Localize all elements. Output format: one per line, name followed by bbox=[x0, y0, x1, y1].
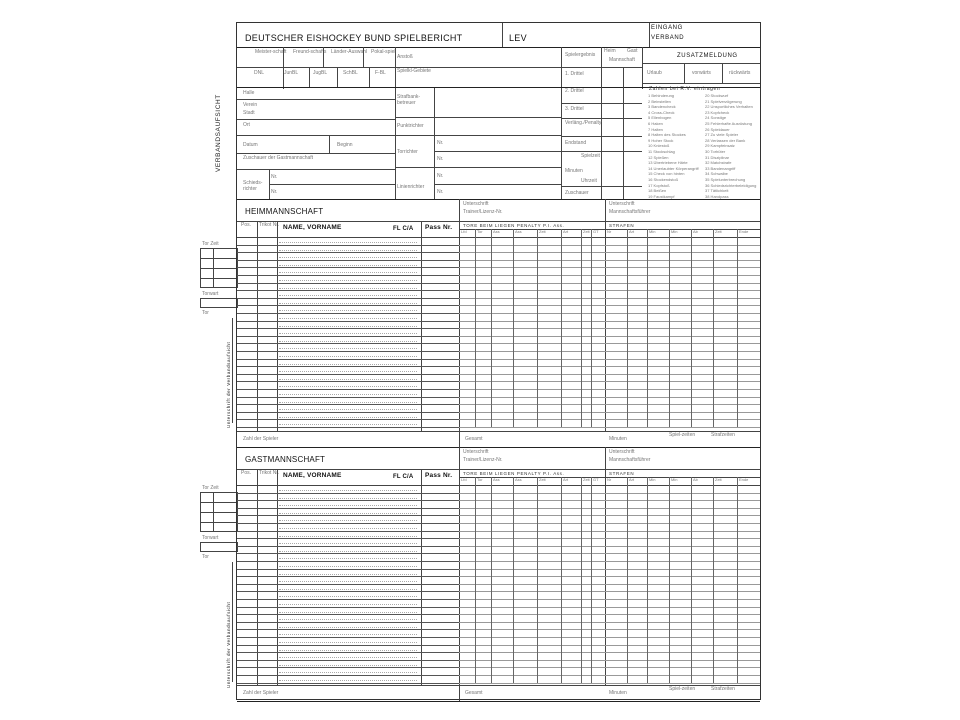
home-roster-row bbox=[237, 252, 459, 253]
code-right-item: 30 Torhüter bbox=[705, 149, 726, 154]
guest-roster-row bbox=[237, 546, 459, 547]
guest-side-vertical: Unterschrift der Verbandsaufsicht bbox=[226, 601, 231, 688]
guest-roster-row bbox=[237, 553, 459, 554]
home-roster-row bbox=[237, 374, 459, 375]
home-name-head: NAME, VORNAME bbox=[283, 224, 342, 231]
urlaub-label: Urlaub bbox=[647, 70, 662, 76]
spielergebnis-label: Spielergebnis bbox=[565, 52, 596, 58]
home-pos-head: Pos. bbox=[241, 222, 252, 228]
sr-nr2: Nr. bbox=[271, 189, 278, 195]
home-goals-col: Ass bbox=[515, 229, 522, 234]
guest-side-box2 bbox=[200, 542, 238, 552]
guest-strafzeiten-label: Strafzeiten bbox=[711, 686, 735, 692]
guest-spielzeiten-label: Spiel-zeiten bbox=[669, 686, 696, 692]
code-left-item: 3 Bandencheck bbox=[648, 104, 676, 110]
period-2-label: 2. Drittel bbox=[565, 88, 584, 94]
guest-roster-row bbox=[237, 508, 459, 509]
linienrichter-label: Linienrichter bbox=[397, 184, 425, 190]
home-roster-row bbox=[237, 298, 459, 299]
code-right-item: 36 Schiedsrichterbeleidigung bbox=[705, 182, 757, 188]
code-left-item: 10 Kniestoß bbox=[648, 143, 670, 149]
guest-roster-row bbox=[237, 569, 459, 570]
guest-side-tor: Tor bbox=[202, 554, 209, 560]
guest-name-head: NAME, VORNAME bbox=[283, 472, 342, 479]
code-left-item: 5 Ellenbogen bbox=[648, 115, 672, 121]
guest-flca-head: FL C/A bbox=[393, 474, 414, 480]
stadt-label: Stadt bbox=[243, 110, 255, 116]
code-right-item: 32 Matchstrafe bbox=[705, 160, 732, 166]
home-roster-row bbox=[237, 245, 459, 246]
guest-trainer: Trainer/Lizenz-Nr. bbox=[463, 457, 503, 463]
endstand-label: Endstand bbox=[565, 140, 587, 146]
home-unterschrift-1: Unterschrift bbox=[463, 201, 489, 207]
home-minuten-label: Minuten bbox=[609, 436, 627, 442]
guest-goals-col: Ass bbox=[515, 477, 522, 482]
guest-unterschrift-1: Unterschrift bbox=[463, 449, 489, 455]
code-right-item: 26 Spieldauer bbox=[705, 126, 730, 132]
home-roster-row bbox=[237, 419, 459, 420]
code-right-item: 29 Kampfeinsatz bbox=[705, 143, 735, 149]
home-zahl-label: Zahl der Spieler bbox=[243, 436, 279, 442]
code-left-item: 11 Stockschlag bbox=[648, 149, 675, 154]
code-left-item: 6 Haken bbox=[648, 121, 663, 126]
gast-label: Gast bbox=[627, 48, 638, 54]
home-goals-head: TORE BEIM LIEGEN PENALTY P.I. Ass. bbox=[463, 223, 565, 228]
home-roster-row bbox=[237, 267, 459, 268]
home-goals-col: GT bbox=[593, 229, 599, 234]
home-roster-row bbox=[237, 412, 459, 413]
guest-side-tor-zeit: Tor Zeit bbox=[202, 485, 219, 491]
code-right-item: 27 Zu viele Spieler bbox=[705, 132, 739, 138]
code-left-item: 8 Halten des Stockes bbox=[648, 132, 686, 138]
team-code: LEV bbox=[509, 33, 527, 43]
ruckwarts-label: rückwärts bbox=[729, 70, 751, 76]
home-roster-row bbox=[237, 336, 459, 337]
code-right-item: 31 Disziplinar bbox=[705, 154, 730, 160]
home-penalty-col: Zeit bbox=[715, 229, 722, 234]
code-left-item: 13 Übertriebene Härte bbox=[648, 160, 688, 166]
home-goals-col: Zeit bbox=[539, 229, 546, 234]
guest-roster-row bbox=[237, 645, 459, 646]
codes-title: Zahlen bei R.V. eintragen bbox=[649, 86, 721, 92]
home-roster-row bbox=[237, 260, 459, 261]
minuten-label: Minuten bbox=[565, 168, 583, 174]
guest-pass-head: Pass Nr. bbox=[425, 472, 453, 479]
home-roster-row bbox=[237, 404, 459, 405]
guest-roster-row bbox=[237, 500, 459, 501]
home-roster-row bbox=[237, 366, 459, 367]
torrichter-label: Torrichter bbox=[397, 149, 418, 155]
zuschauer-left-label: Zuschauer der Gastmannschaft bbox=[243, 155, 314, 161]
verbandsaufsicht-label: VERBANDSAUFSICHT bbox=[215, 94, 222, 172]
beginn-label: Beginn bbox=[337, 142, 353, 148]
code-right-item: 24 Sonstige bbox=[705, 115, 727, 121]
punktrichter-label: Punktrichter bbox=[397, 123, 424, 129]
code-right-item: 35 Spielunterbrechung bbox=[705, 177, 746, 182]
code-right-item: 37 Tätlichkeit bbox=[705, 188, 729, 194]
guest-roster-row bbox=[237, 591, 459, 592]
lr-nr1: Nr. bbox=[437, 173, 444, 179]
guest-roster-row bbox=[237, 599, 459, 600]
spielkl-label: Spielkl-Gebiete bbox=[397, 68, 431, 74]
code-right-item: 25 Fehlerhafte Ausrüstung bbox=[705, 121, 752, 126]
code-right-item: 22 Unsportliches Verhalten bbox=[705, 104, 753, 110]
guest-roster-row bbox=[237, 531, 459, 532]
zusatzmeldung-label: ZUSATZMELDUNG bbox=[677, 53, 738, 59]
guest-team-section bbox=[237, 447, 760, 701]
guest-roster-row bbox=[237, 629, 459, 630]
guest-penalty-col: Ab bbox=[693, 477, 698, 482]
code-right-item: 34 Schwalbe bbox=[705, 171, 728, 177]
strafbank-label: Strafbank-betreuer bbox=[397, 94, 421, 106]
home-side-tor: Tor bbox=[202, 310, 209, 316]
home-roster-row bbox=[237, 283, 459, 284]
guest-goals-col: Ass bbox=[493, 477, 500, 482]
guest-roster-row bbox=[237, 667, 459, 668]
home-roster-row bbox=[237, 328, 459, 329]
home-penalty-col: Min bbox=[649, 229, 656, 234]
home-penalty-col: Ab bbox=[693, 229, 698, 234]
guest-roster-row bbox=[237, 493, 459, 494]
home-side-torwart: Torwart bbox=[202, 291, 219, 297]
zuschauer-label: Zuschauer bbox=[565, 190, 589, 196]
guest-penalty-col: Min bbox=[671, 477, 678, 482]
type-jugbl: JugBL bbox=[313, 70, 328, 76]
guest-pos-head: Pos. bbox=[241, 470, 252, 476]
guest-penalty-col: Nr bbox=[607, 477, 612, 482]
guest-gesamt-label: Gesamt bbox=[465, 690, 483, 696]
guest-penalty-col: Art bbox=[629, 477, 635, 482]
anstoss-label: Anstoß bbox=[397, 54, 413, 60]
code-right-item: 28 Verlassen der Bank bbox=[705, 137, 746, 143]
guest-roster-row bbox=[237, 576, 459, 577]
home-penalty-col: Art bbox=[629, 229, 635, 234]
guest-goals-col: Zeit bbox=[539, 477, 546, 482]
guest-trikot-head: Trikot Nr. bbox=[259, 470, 280, 476]
verband-label: VERBAND bbox=[651, 35, 685, 41]
spielbericht-form bbox=[236, 22, 761, 700]
guest-roster-row bbox=[237, 675, 459, 676]
guest-roster-row bbox=[237, 622, 459, 623]
home-side-box2 bbox=[200, 298, 238, 308]
guest-roster-row bbox=[237, 607, 459, 608]
form-title: DEUTSCHER EISHOCKEY BUND SPIELBERICHT bbox=[245, 33, 463, 43]
home-pass-head: Pass Nr. bbox=[425, 224, 453, 231]
home-strafzeiten-label: Strafzeiten bbox=[711, 432, 735, 438]
code-right-item: 33 Bandenangriff bbox=[705, 165, 736, 171]
halle-label: Halle bbox=[243, 90, 255, 96]
home-goals-col: Lfd bbox=[461, 229, 467, 234]
guest-minuten-label: Minuten bbox=[609, 690, 627, 696]
verein-label: Verein bbox=[243, 102, 258, 108]
home-goals-col: Tor bbox=[477, 229, 483, 234]
code-left-item: 7 Halten bbox=[648, 126, 663, 132]
home-goals-col: Art bbox=[563, 229, 569, 234]
guest-goals-col: Lfd bbox=[461, 477, 467, 482]
code-left-item: 9 Hoher Stock bbox=[648, 137, 674, 143]
home-mf: Mannschaftsführer bbox=[609, 209, 651, 215]
guest-roster-row bbox=[237, 652, 459, 653]
guest-roster-row bbox=[237, 561, 459, 562]
type-schbl: SchBL bbox=[343, 70, 358, 76]
guest-roster-row bbox=[237, 515, 459, 516]
home-roster-row bbox=[237, 321, 459, 322]
home-roster-row bbox=[237, 397, 459, 398]
guest-roster-row bbox=[237, 660, 459, 661]
type-dnl: DNL bbox=[254, 70, 265, 76]
home-flca-head: FL C/A bbox=[393, 226, 414, 232]
home-gesamt-label: Gesamt bbox=[465, 436, 483, 442]
tr-nr1: Nr. bbox=[437, 140, 444, 146]
guest-zahl-label: Zahl der Spieler bbox=[243, 690, 279, 696]
eingang-label: EINGANG bbox=[651, 25, 683, 31]
home-roster-row bbox=[237, 305, 459, 306]
vorwarts-label: vorwärts bbox=[692, 70, 711, 76]
type-laender: Länder-Auswahl bbox=[331, 49, 368, 55]
code-left-item: 17 Kopfstoß bbox=[648, 182, 670, 188]
period-1-label: 1. Drittel bbox=[565, 71, 584, 77]
type-junbl: JunBL bbox=[284, 70, 299, 76]
mannschaft-label: Mannschaft bbox=[609, 57, 635, 63]
uhrzeit-label: Uhrzeit bbox=[581, 178, 597, 184]
type-freundschaft: Freund-schafts bbox=[293, 49, 327, 55]
spielzeit-label: Spielzeit bbox=[581, 153, 600, 159]
home-goals-col: Ass bbox=[493, 229, 500, 234]
home-side-vertical: Unterschrift der Verbandsaufsicht bbox=[226, 341, 231, 428]
guest-penalty-col: Ende bbox=[739, 477, 749, 482]
guest-roster-row bbox=[237, 637, 459, 638]
code-left-item: 18 Beißen bbox=[648, 188, 667, 194]
code-left-item: 16 Stockendstoß bbox=[648, 177, 679, 182]
code-left-item: 2 Beinstellen bbox=[648, 98, 671, 104]
code-left-item: 1 Behinderung bbox=[648, 93, 675, 98]
home-roster-row bbox=[237, 313, 459, 314]
home-penalty-head: STRAFEN bbox=[609, 223, 635, 228]
guest-title: GASTMANNSCHAFT bbox=[245, 455, 326, 464]
datum-label: Datum bbox=[243, 142, 258, 148]
ort-label: Ort bbox=[243, 122, 250, 128]
guest-mf: Mannschaftsführer bbox=[609, 457, 651, 463]
home-roster-row bbox=[237, 359, 459, 360]
home-trikot-head: Trikot Nr. bbox=[259, 222, 280, 228]
code-right-item: 20 Stockwurf bbox=[705, 93, 729, 98]
guest-penalty-col: Zeit bbox=[715, 477, 722, 482]
guest-goals-head: TORE BEIM LIEGEN PENALTY P.I. Ass. bbox=[463, 471, 565, 476]
guest-roster-row bbox=[237, 614, 459, 615]
guest-goals-col: Zeit bbox=[583, 477, 590, 482]
verlaengerung-label: Verläng./Penalty bbox=[565, 120, 602, 126]
sr-nr1: Nr. bbox=[271, 174, 278, 180]
home-roster-row bbox=[237, 351, 459, 352]
period-3-label: 3. Drittel bbox=[565, 106, 584, 112]
home-goals-col: Zeit bbox=[583, 229, 590, 234]
lr-nr2: Nr. bbox=[437, 189, 444, 195]
guest-roster-row bbox=[237, 523, 459, 524]
guest-goals-col: GT bbox=[593, 477, 599, 482]
type-fbl: F-BL bbox=[375, 70, 386, 76]
tr-nr2: Nr. bbox=[437, 156, 444, 162]
guest-penalty-head: STRAFEN bbox=[609, 471, 635, 476]
guest-roster-row bbox=[237, 538, 459, 539]
code-left-item: 14 Unerlaubter Körperangriff bbox=[648, 165, 699, 171]
home-penalty-col: Min bbox=[671, 229, 678, 234]
home-unterschrift-2: Unterschrift bbox=[609, 201, 635, 207]
guest-goals-col: Art bbox=[563, 477, 569, 482]
home-roster-row bbox=[237, 343, 459, 344]
home-penalty-col: Ende bbox=[739, 229, 749, 234]
type-meisterschaft: Meister-schaft bbox=[255, 49, 287, 55]
code-right-item: 23 Kopfcheck bbox=[705, 109, 730, 115]
home-roster-row bbox=[237, 389, 459, 390]
home-title: HEIMMANNSCHAFT bbox=[245, 207, 324, 216]
code-left-item: 4 Cross-Check bbox=[648, 109, 675, 115]
home-roster-row bbox=[237, 290, 459, 291]
home-penalty-col: Nr bbox=[607, 229, 612, 234]
code-right-item: 21 Spielverzögerung bbox=[705, 98, 742, 104]
type-pokal: Pokal-spiel bbox=[371, 49, 396, 55]
guest-goals-col: Tor bbox=[477, 477, 483, 482]
guest-penalty-col: Min bbox=[649, 477, 656, 482]
home-roster-row bbox=[237, 381, 459, 382]
guest-side-torwart: Torwart bbox=[202, 535, 219, 541]
home-side-tor-zeit: Tor Zeit bbox=[202, 241, 219, 247]
home-spielzeiten-label: Spiel-zeiten bbox=[669, 432, 696, 438]
code-left-item: 12 Spießen bbox=[648, 154, 669, 160]
guest-unterschrift-2: Unterschrift bbox=[609, 449, 635, 455]
code-left-item: 19 Faustkampf bbox=[648, 193, 675, 199]
heim-label: Heim bbox=[604, 48, 616, 54]
home-roster-row bbox=[237, 275, 459, 276]
schiedsrichter-label: Schieds-richter bbox=[243, 180, 263, 192]
code-left-item: 15 Check von hinten bbox=[648, 171, 685, 177]
code-right-item: 38 Handpass bbox=[705, 193, 729, 199]
guest-roster-row bbox=[237, 584, 459, 585]
home-team-section bbox=[237, 199, 760, 447]
home-roster-row bbox=[237, 427, 459, 428]
guest-roster-row bbox=[237, 683, 459, 684]
home-trainer: Trainer/Lizenz-Nr. bbox=[463, 209, 503, 215]
